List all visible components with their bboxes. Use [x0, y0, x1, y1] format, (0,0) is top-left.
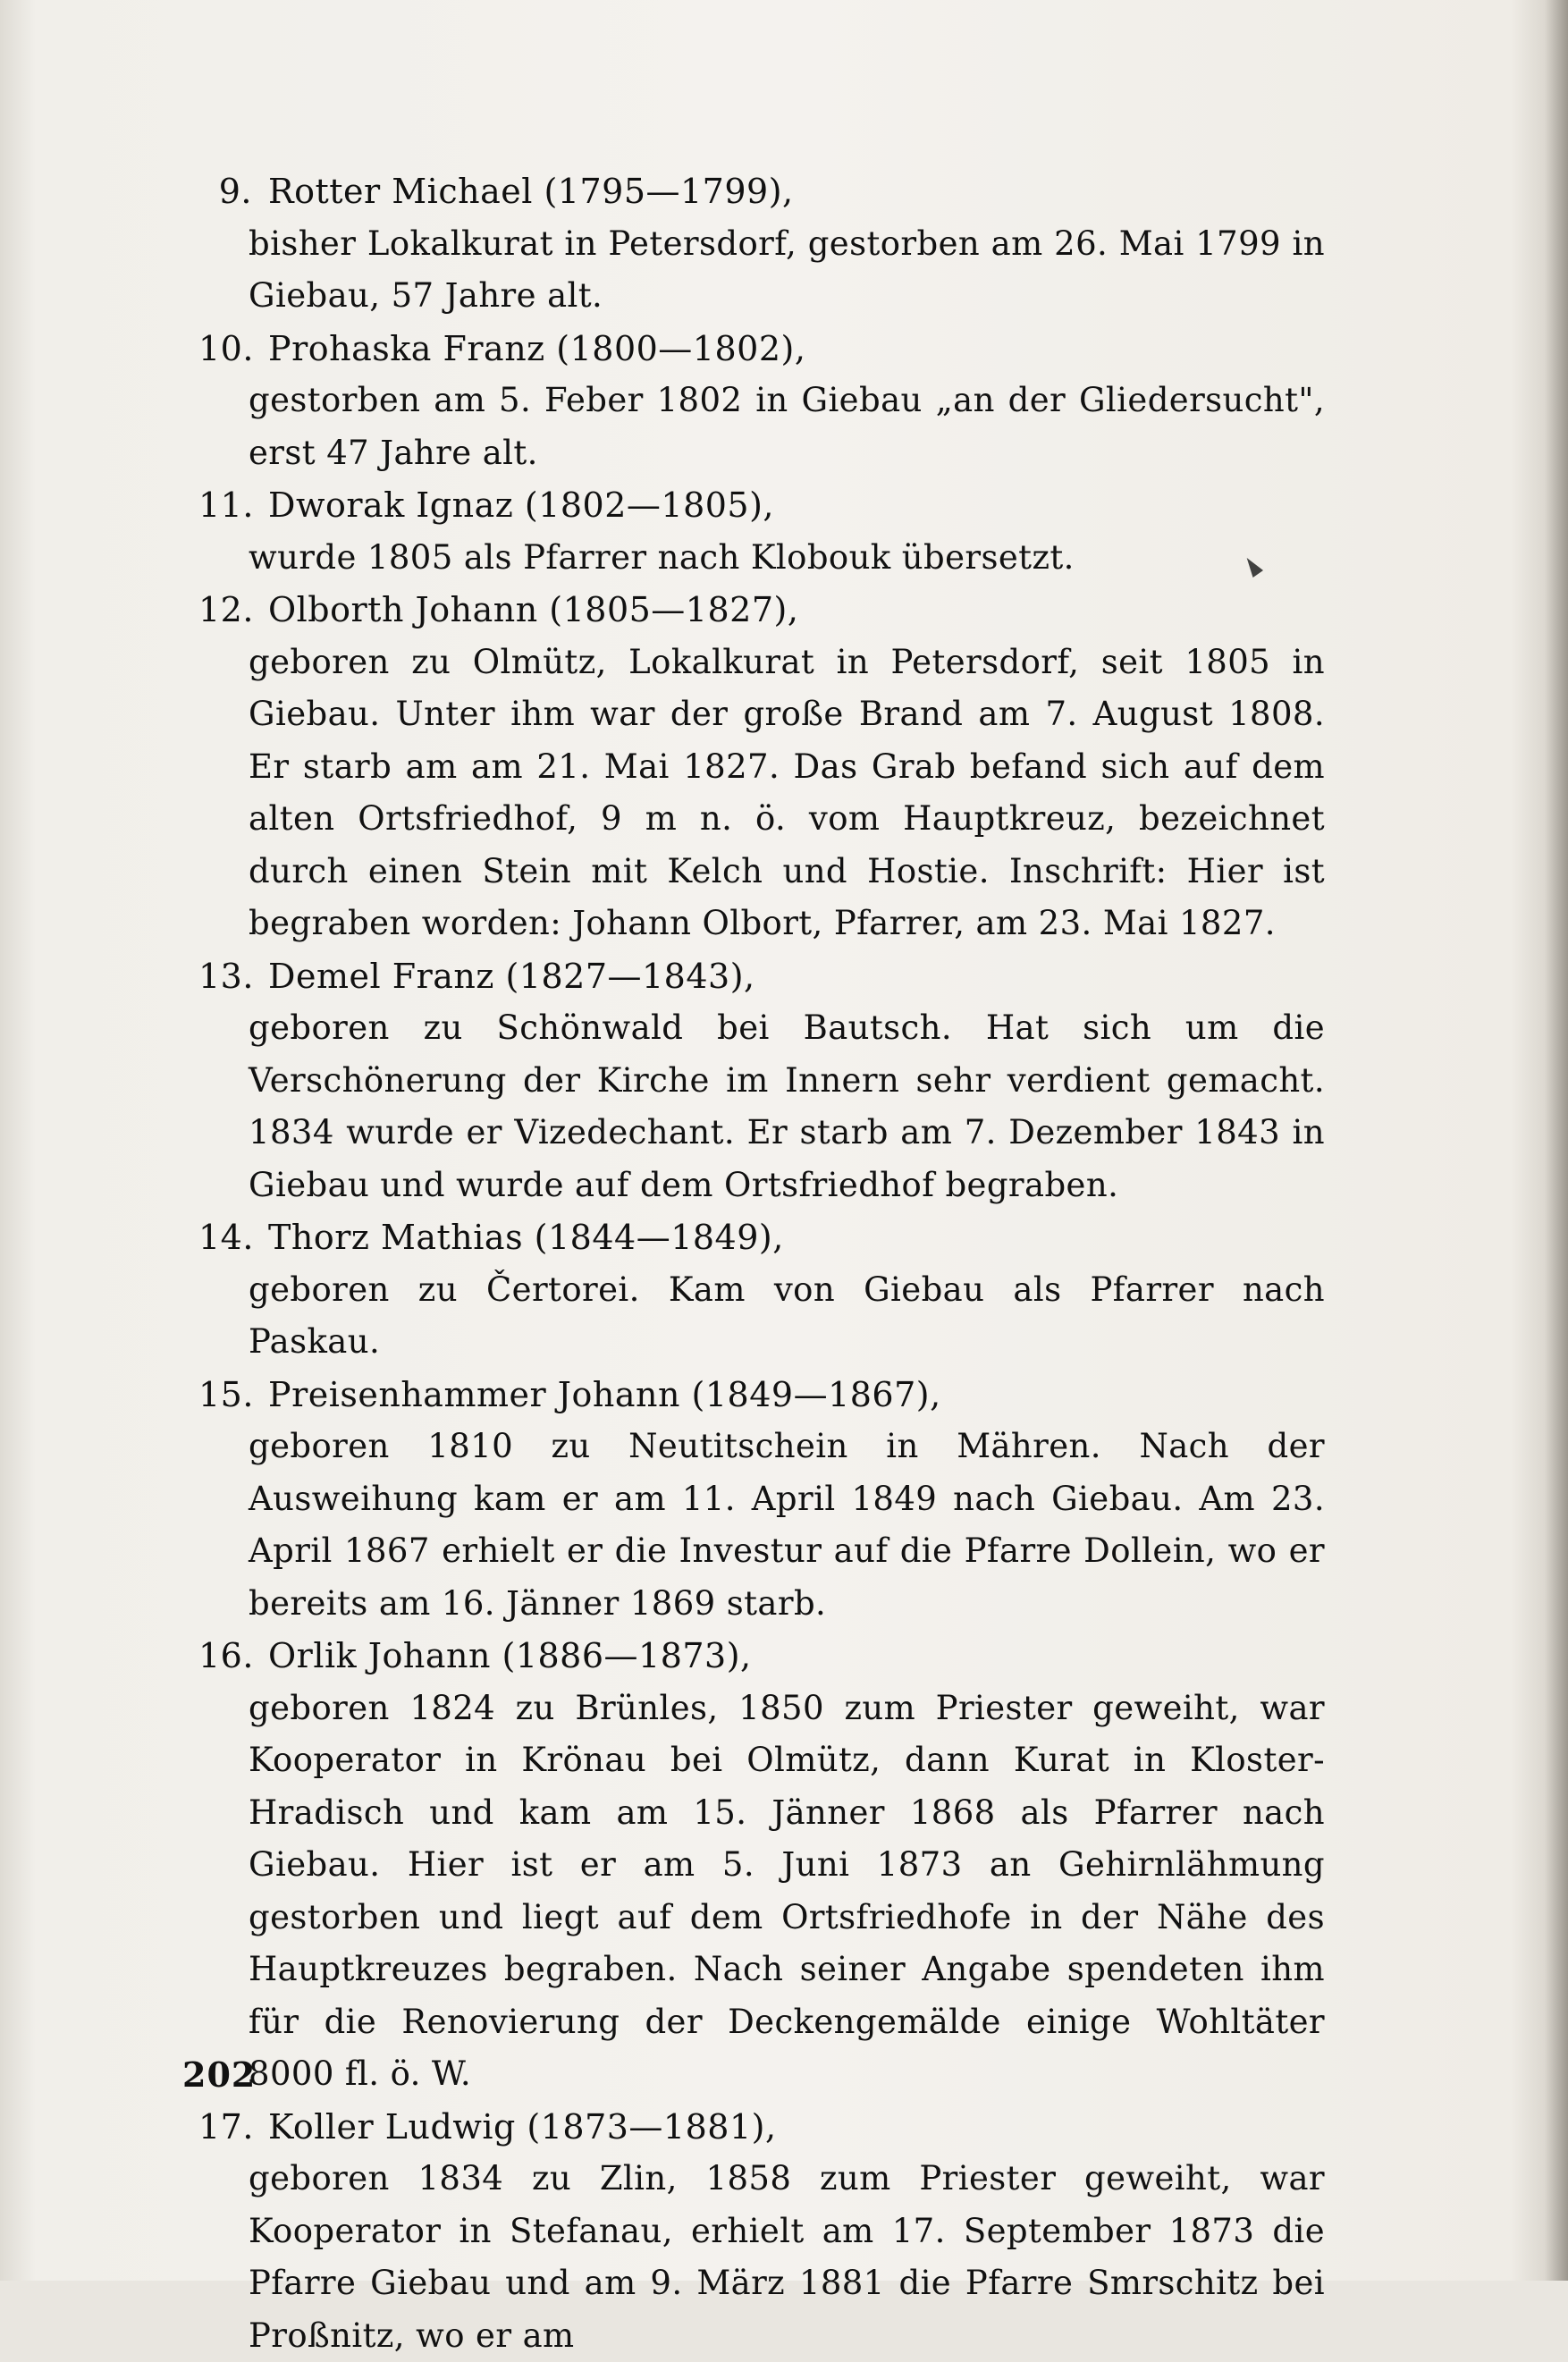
list-item [198, 584, 1325, 950]
entry-number: 9. [198, 165, 268, 218]
entry-body: geboren zu Schönwald bei Bautsch. Hat sich um die Verschönerung der Kirche im Innern sehr verdient gemacht. 1834 wurde er Vizedechant. Er starb am 7. Dezember 1843 in Giebau und wurde auf dem Ortsfriedhof begraben. [249, 1002, 1325, 1211]
entry-body: gestorben am 5. Feber 1802 in Giebau „an der Gliedersucht", erst 47 Jahre alt. [249, 375, 1325, 479]
entry-title: Orlik Johann (1886—1873), [268, 1630, 1325, 1683]
entry-title: Olborth Johann (1805—1827), [268, 584, 1325, 637]
entry-title: Prohaska Franz (1800—1802), [268, 323, 1325, 375]
entry-body: geboren 1834 zu Zlin, 1858 zum Priester geweiht, war Kooperator in Stefanau, erhielt am 17. September 1873 die Pfarre Giebau und am 9. März 1881 die Pfarre Smrschitz bei Proßnitz, wo er am [249, 2153, 1325, 2362]
entry-body: geboren zu Olmütz, Lokalkurat in Petersdorf, seit 1805 in Giebau. Unter ihm war der große Brand am 7. August 1808. Er starb am am 21. Mai 1827. Das Grab befand sich auf dem alten Ortsfriedhof, 9 m n. ö. vom Hauptkreuz, bezeichnet durch einen Stein mit Kelch und Hostie. Inschrift: Hier ist begraben worden: Johann Olbort, Pfarrer, am 23. Mai 1827. [249, 637, 1325, 950]
list-item [198, 479, 1325, 584]
entry-body: geboren 1810 zu Neutitschein in Mähren. Nach der Ausweihung kam er am 11. April 1849 nach Giebau. Am 23. April 1867 erhielt er die Investur auf die Pfarre Dollein, wo er bereits am 16. Jänner 1869 starb. [249, 1421, 1325, 1630]
list-item [198, 950, 1325, 1212]
entry-number: 16. [198, 1630, 268, 1683]
entry-number: 10. [198, 323, 268, 375]
priest-list [198, 165, 1325, 2362]
list-item [198, 2101, 1325, 2362]
list-item [198, 165, 1325, 323]
entry-number: 17. [198, 2101, 268, 2154]
binding-shadow [1545, 0, 1568, 2281]
entry-title: Demel Franz (1827—1843), [268, 950, 1325, 1003]
entry-title: Rotter Michael (1795—1799), [268, 165, 1325, 218]
entry-body: wurde 1805 als Pfarrer nach Klobouk übersetzt. [249, 532, 1325, 585]
list-item [198, 1211, 1325, 1369]
entry-title: Koller Ludwig (1873—1881), [268, 2101, 1325, 2154]
list-item [198, 323, 1325, 480]
entry-body: geboren zu Čertorei. Kam von Giebau als Pfarrer nach Paskau. [249, 1264, 1325, 1369]
entry-body: geboren 1824 zu Brünles, 1850 zum Priester geweiht, war Kooperator in Krönau bei Olmütz, dann Kurat in Kloster-Hradisch und kam am 15. Jänner 1868 als Pfarrer nach Giebau. Hier ist er am 5. Juni 1873 an Gehirnlähmung gestorben und liegt auf dem Ortsfriedhofe in der Nähe des Hauptkreuzes begraben. Nach seiner Angabe spendeten ihm für die Renovierung der Deckengemälde einige Wohltäter 8000 fl. ö. W. [249, 1683, 1325, 2101]
entry-number: 11. [198, 479, 268, 532]
entry-title: Thorz Mathias (1844—1849), [268, 1211, 1325, 1264]
entry-body: bisher Lokalkurat in Petersdorf, gestorben am 26. Mai 1799 in Giebau, 57 Jahre alt. [249, 218, 1325, 323]
page-number: 202 [182, 2054, 256, 2095]
list-item [198, 1630, 1325, 2101]
list-item [198, 1369, 1325, 1631]
entry-number: 12. [198, 584, 268, 637]
entry-number: 14. [198, 1211, 268, 1264]
entry-title: Dworak Ignaz (1802—1805), [268, 479, 1325, 532]
entry-number: 15. [198, 1369, 268, 1421]
entry-title: Preisenhammer Johann (1849—1867), [268, 1369, 1325, 1421]
entry-number: 13. [198, 950, 268, 1003]
